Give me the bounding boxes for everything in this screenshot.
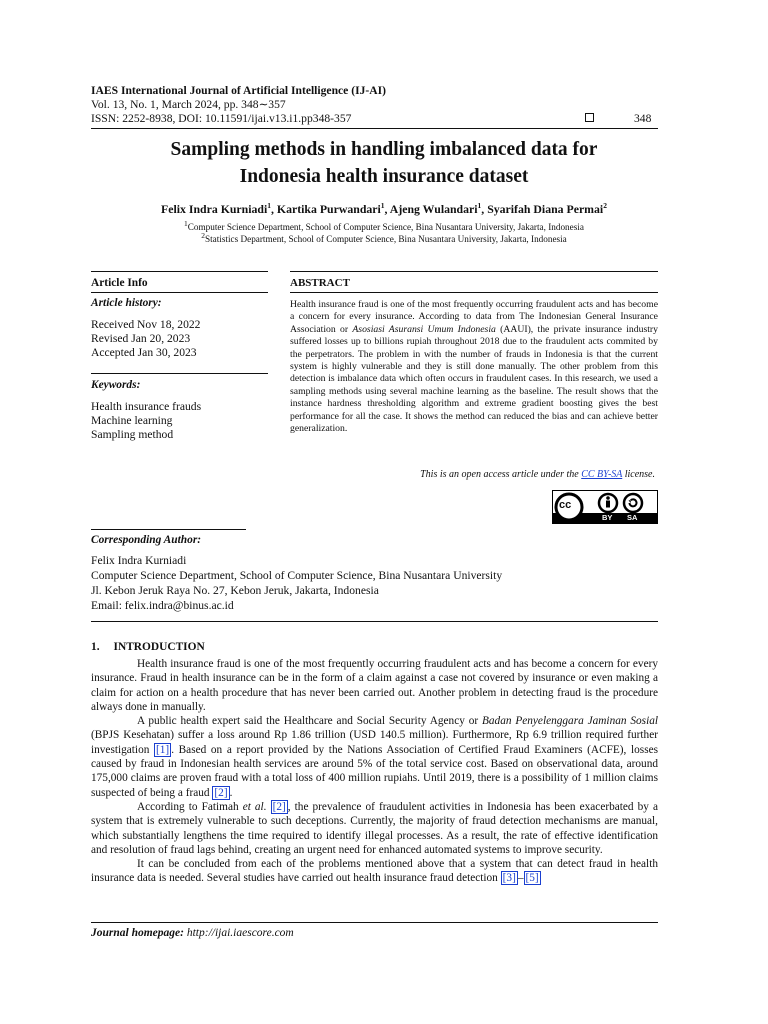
corresponding-email: Email: felix.indra@binus.ac.id: [91, 599, 234, 612]
corresponding-rule: [91, 529, 246, 530]
article-info-heading: Article Info: [91, 277, 148, 289]
author-name: Syarifah Diana Permai: [487, 201, 604, 216]
keyword-item: Health insurance frauds: [91, 400, 202, 413]
journal-homepage: Journal homepage: http://ijai.iaescore.com: [91, 927, 294, 939]
info-rule-top: [91, 271, 268, 272]
author-name: Ajeng Wulandari: [389, 201, 478, 216]
author-name: Kartika Purwandari: [276, 201, 381, 216]
page-number: 348: [634, 112, 652, 125]
citation-link[interactable]: [3]: [502, 872, 516, 885]
homepage-url[interactable]: http://ijai.iaescore.com: [186, 927, 294, 939]
article-history-label: Article history:: [91, 297, 162, 309]
paragraph: According to Fatimah et al. [2] , the prevalence of fraudulent activities in Indonesia has been exacerbated by a system that is extremely vulnerable to such deceptions. Currently, the majority of fraud detection mechanisms are manual, which substantially lengthens the time required to identify illegal processes. As a result, the rate of effective identification and resolution of fraud lags behind, creating an urgent need for enhanced automated systems to improve security.: [91, 800, 658, 856]
paragraph: It can be concluded from each of the problems mentioned above that a system that can detect fraud in health insurance data is needed. Several studies have carried out health insurance fraud detection [3] – [5]: [91, 858, 658, 885]
citation-link[interactable]: [2]: [214, 786, 228, 799]
corresponding-address: Jl. Kebon Jeruk Raya No. 27, Kebon Jeruk, Jakarta, Indonesia: [91, 584, 379, 597]
corresponding-heading: Corresponding Author:: [91, 534, 202, 546]
author-name: Felix Indra Kurniadi: [161, 201, 268, 216]
paper-title: Sampling methods in handling imbalanced data for Indonesia health insurance dataset: [170, 139, 598, 187]
paragraph: Health insurance fraud is one of the most frequently occurring fraudulent acts and has become a concern for every insurance. Fraud in health insurance can be in the form of a claim against a case not covered by insurance or even making a claim for action on a health procedure that has never been carried out. Another problem in detecting fraud is the procedure always done in manually.: [91, 658, 658, 713]
corresponding-name: Felix Indra Kurniadi: [91, 554, 187, 567]
info-rule: [91, 292, 268, 293]
journal-issn: ISSN: 2252-8938, DOI: 10.11591/ijai.v13.i1.pp348-357: [91, 112, 352, 125]
abstract-text: Health insurance fraud is one of the most frequently occurring fraudulent acts and has become a concern for every insurance. According to data from The Indonesian General Insurance Association or Asosiasi Asuransi Umum Indonesia (AAUI), the private insurance industry suffered losses up to billions rupiah throughout 2018 due to the fraudulent acts commited by the perpetrators. The problem in with the number of frauds in Indonesia is that the current system is highly vulnerable and they is still done manually. The other problem from this detection is imbalance data which often occurs in fraudulent cases. In this research, we used a sampling methods using several machine learning as the baseline. The result shows that the instance hardness thresholding algorithm and extreme gradient boosting gives the best performance for all the case. It shows the method can reduced the bias and can achieve better generalization.: [290, 299, 658, 435]
paragraph: A public health expert said the Healthcare and Social Security Agency or Badan Penyelenggara Jaminan Sosial (BPJS Kesehatan) suffer a loss around Rp 1.86 trillion (USD 140.5 million). Furthermore, Rp 6.9 trillion required further investigation [1] . Based on a report provided by the Nations Association of Certified Fraud Examiners (ACFE), losses caused by fraud in Indonesian health services are around 5% of the total service cost. Based on observational data, around 175,000 claims are proven fraud with a total loss of 400 million rupiahs. Until 2019, there is a possibility of 1 million claims suspected of being a fraud [2] .: [91, 715, 658, 799]
license-link[interactable]: CC BY-SA: [581, 469, 623, 480]
footer-rule: [91, 922, 658, 923]
accepted-date: Accepted Jan 30, 2023: [91, 346, 197, 359]
corresponding-dept: Computer Science Department, School of Computer Science, Bina Nusantara University: [91, 569, 503, 582]
sa-label: SA: [627, 513, 638, 522]
keywords-rule: [91, 373, 268, 374]
license-note: This is an open access article under the CC BY-SA license.: [420, 469, 655, 480]
citation-link[interactable]: [1]: [156, 743, 170, 756]
abstract-rule: [290, 292, 658, 293]
cc-by-sa-badge[interactable]: [552, 490, 658, 524]
journal-volume: Vol. 13, No. 1, March 2024, pp. 348∼357: [91, 98, 286, 111]
intro-body: [91, 657, 658, 886]
section-rule: [91, 621, 658, 622]
abstract-rule-top: [290, 271, 658, 272]
cc-label: cc: [559, 499, 572, 511]
journal-name: IAES International Journal of Artificial Intelligence (IJ-AI): [91, 84, 386, 97]
header-rule: [91, 128, 658, 129]
by-label: BY: [602, 513, 613, 522]
keyword-item: Sampling method: [91, 428, 174, 441]
abstract-heading: ABSTRACT: [290, 277, 350, 289]
received-date: Received Nov 18, 2022: [91, 318, 201, 331]
square-icon: [585, 113, 594, 122]
keywords-label: Keywords:: [91, 379, 141, 391]
author-list: Felix Indra Kurniadi$^1$, Kartika Purwandari$^1$, Ajeng Wulandari$^1$, Syarifah Diana Permai$^2$: [161, 201, 607, 216]
intro-heading: 1. INTRODUCTION: [91, 641, 205, 653]
citation-link[interactable]: [5]: [525, 872, 539, 885]
revised-date: Revised Jan 20, 2023: [91, 332, 191, 345]
affiliation-1: $^1$Computer Science Department, School of Computer Science, Bina Nusantara University, Jakarta, Indonesia: [184, 219, 584, 233]
citation-link[interactable]: [2]: [272, 800, 286, 813]
affiliation-2: $^2$Statistics Department, School of Computer Science, Bina Nusantara University, Jakarta, Indonesia: [201, 231, 567, 245]
keyword-item: Machine learning: [91, 414, 173, 427]
